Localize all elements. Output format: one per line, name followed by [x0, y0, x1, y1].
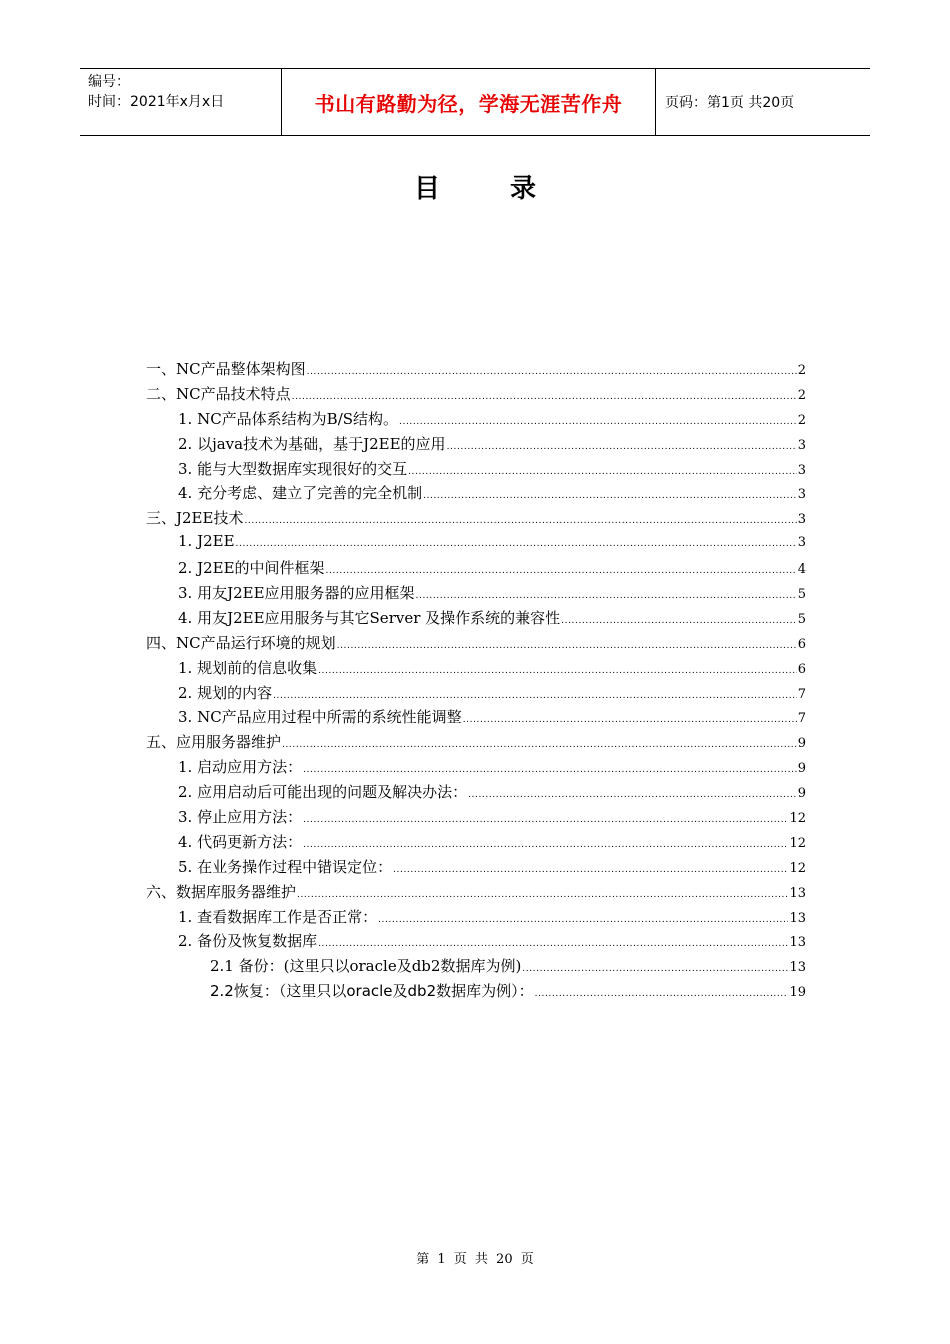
toc-dot-leader: [273, 691, 797, 701]
toc-entry-page-number: 2: [797, 363, 806, 378]
toc-entry-label: 一、NC产品整体架构图: [146, 360, 306, 378]
toc-entry-page-number: 3: [797, 512, 806, 528]
toc-dot-leader: [447, 442, 797, 452]
toc-entry-label: 1. J2EE: [178, 532, 235, 551]
toc-dot-leader: [236, 539, 797, 549]
toc-entry-label: 2. 以java技术为基础，基于J2EE的应用: [178, 434, 446, 453]
toc-dot-leader: [282, 740, 797, 750]
toc-entry-page-number: 7: [797, 711, 806, 727]
toc-entry[interactable]: [146, 930, 806, 955]
toc-entry-page-number: 3: [797, 437, 806, 453]
header-page-info: 页码：第1页 共20页: [665, 95, 795, 111]
toc-entry-page-number: 2: [797, 387, 806, 403]
toc-entry[interactable]: [146, 582, 806, 607]
toc-entry-label: 1. 查看数据库工作是否正常：: [178, 907, 378, 926]
toc-entry[interactable]: [146, 781, 806, 806]
toc-entry[interactable]: [146, 756, 806, 781]
toc-dot-leader: [337, 641, 797, 651]
toc-dot-leader: [326, 566, 797, 576]
header-time-label: 时间：2021年x月x日: [88, 94, 225, 110]
toc-dot-leader: [393, 865, 788, 875]
toc-entry-page-number: 4: [797, 562, 806, 578]
toc-entry-label: 1. 规划前的信息收集: [178, 658, 318, 677]
toc-entry-page-number: 13: [789, 885, 806, 901]
toc-dot-leader: [399, 417, 797, 427]
toc-entry[interactable]: [146, 955, 806, 980]
toc-dot-leader: [416, 591, 797, 601]
header-meta: [80, 69, 282, 135]
toc-entry[interactable]: [146, 831, 806, 856]
toc-dot-leader: [463, 715, 797, 725]
toc-entry-label: 2. 应用启动后可能出现的问题及解决办法：: [178, 783, 468, 802]
toc-entry[interactable]: [146, 706, 806, 731]
toc-dot-leader: [468, 790, 797, 800]
toc-entry[interactable]: [146, 557, 806, 582]
toc-entry[interactable]: [146, 408, 806, 433]
toc-entry-page-number: 9: [797, 761, 806, 777]
toc-entry-label: 2.1 备份：(这里只以oracle及db2数据库为例): [210, 957, 522, 976]
toc-entry-label: 1. 启动应用方法：: [178, 758, 303, 777]
toc-dot-leader: [292, 392, 797, 402]
toc-dot-leader: [561, 616, 797, 626]
toc-dot-leader: [408, 467, 797, 477]
header-motto: 书山有路勤为径，学海无涯苦作舟: [282, 69, 656, 135]
toc-entry-label: 五、应用服务器维护: [146, 733, 282, 752]
toc-entry[interactable]: [146, 632, 806, 657]
toc-entry-label: 2. 备份及恢复数据库: [178, 932, 318, 951]
toc-entry-label: 2. J2EE的中间件框架: [178, 559, 325, 578]
toc-dot-leader: [378, 915, 788, 925]
toc-dot-leader: [297, 890, 788, 900]
toc-entry[interactable]: [146, 433, 806, 458]
toc-dot-leader: [303, 840, 788, 850]
page-title: 目录: [413, 174, 606, 204]
toc-entry-label: 1. NC产品体系结构为B/S结构。: [178, 409, 399, 428]
toc-dot-leader: [303, 765, 797, 775]
header-number-label: 编号：: [88, 74, 130, 90]
toc-entry[interactable]: [146, 383, 806, 408]
toc-entry[interactable]: [146, 980, 806, 1005]
toc-entry-label: 六、数据库服务器维护: [146, 882, 297, 901]
toc-entry[interactable]: [146, 881, 806, 906]
toc-entry-page-number: 12: [789, 860, 806, 876]
toc-entry-label: 4. 用友J2EE应用服务与其它Server 及操作系统的兼容性: [178, 608, 561, 627]
toc-entry-page-number: 12: [789, 835, 806, 851]
page-footer: 第 1 页 共 20 页: [416, 1252, 534, 1267]
toc-entry-page-number: 6: [797, 661, 806, 677]
toc-entry-label: 5. 在业务操作过程中错误定位：: [178, 857, 393, 876]
toc-entry-label: 3. NC产品应用过程中所需的系统性能调整: [178, 708, 462, 727]
toc-entry-page-number: 3: [797, 487, 806, 503]
toc-entry-label: 3. 用友J2EE应用服务器的应用框架: [178, 584, 415, 603]
toc-entry-page-number: 7: [797, 686, 806, 702]
toc-entry[interactable]: [146, 507, 806, 532]
toc-entry-page-number: 13: [789, 935, 806, 951]
toc-entry-label: 四、NC产品运行环境的规划: [146, 633, 336, 652]
toc-dot-leader: [522, 964, 788, 974]
toc-entry-page-number: 19: [789, 985, 806, 1001]
toc-entry-label: 三、J2EE技术: [146, 509, 244, 528]
toc-entry-page-number: 6: [797, 636, 806, 652]
toc-entry[interactable]: [146, 482, 806, 507]
toc-entry-page-number: 3: [797, 535, 806, 551]
toc-entry-page-number: 9: [797, 786, 806, 802]
toc-entry-page-number: 13: [789, 960, 806, 976]
toc-entry-page-number: 5: [797, 587, 806, 603]
toc-entry[interactable]: [146, 607, 806, 632]
toc-entry-page-number: 2: [797, 412, 806, 428]
toc-entry[interactable]: [146, 906, 806, 931]
toc-entry[interactable]: [146, 358, 806, 383]
toc-dot-leader: [535, 989, 789, 999]
toc-entry-label: 3. 停止应用方法：: [178, 808, 303, 827]
toc-entry-page-number: 12: [789, 811, 806, 827]
toc-entry[interactable]: [146, 682, 806, 707]
toc-dot-leader: [244, 516, 796, 526]
toc-entry-label: 2.2恢复：（这里只以oracle及db2数据库为例）：: [210, 982, 534, 1001]
toc-entry[interactable]: [146, 806, 806, 831]
toc-entry-page-number: 5: [797, 611, 806, 627]
toc-entry-label: 4. 代码更新方法：: [178, 832, 303, 851]
toc-entry-page-number: 13: [789, 910, 806, 926]
toc-dot-leader: [318, 939, 788, 949]
toc-entry-page-number: 9: [797, 736, 806, 752]
toc-entry[interactable]: [146, 731, 806, 756]
toc-entry-label: 4. 充分考虑、建立了完善的完全机制: [178, 484, 423, 503]
toc-entry[interactable]: [146, 657, 806, 682]
table-of-contents: [146, 358, 806, 1005]
toc-entry-page-number: 3: [797, 462, 806, 478]
toc-entry[interactable]: [146, 532, 806, 557]
toc-entry-label: 二、NC产品技术特点: [146, 384, 291, 403]
toc-entry-label: 2. 规划的内容: [178, 683, 273, 702]
toc-dot-leader: [423, 491, 797, 501]
toc-dot-leader: [307, 367, 797, 377]
toc-dot-leader: [318, 666, 797, 676]
toc-entry[interactable]: [146, 458, 806, 483]
toc-entry-label: 3. 能与大型数据库实现很好的交互: [178, 459, 408, 478]
toc-entry[interactable]: [146, 856, 806, 881]
toc-dot-leader: [303, 815, 788, 825]
page-header: [80, 68, 870, 136]
